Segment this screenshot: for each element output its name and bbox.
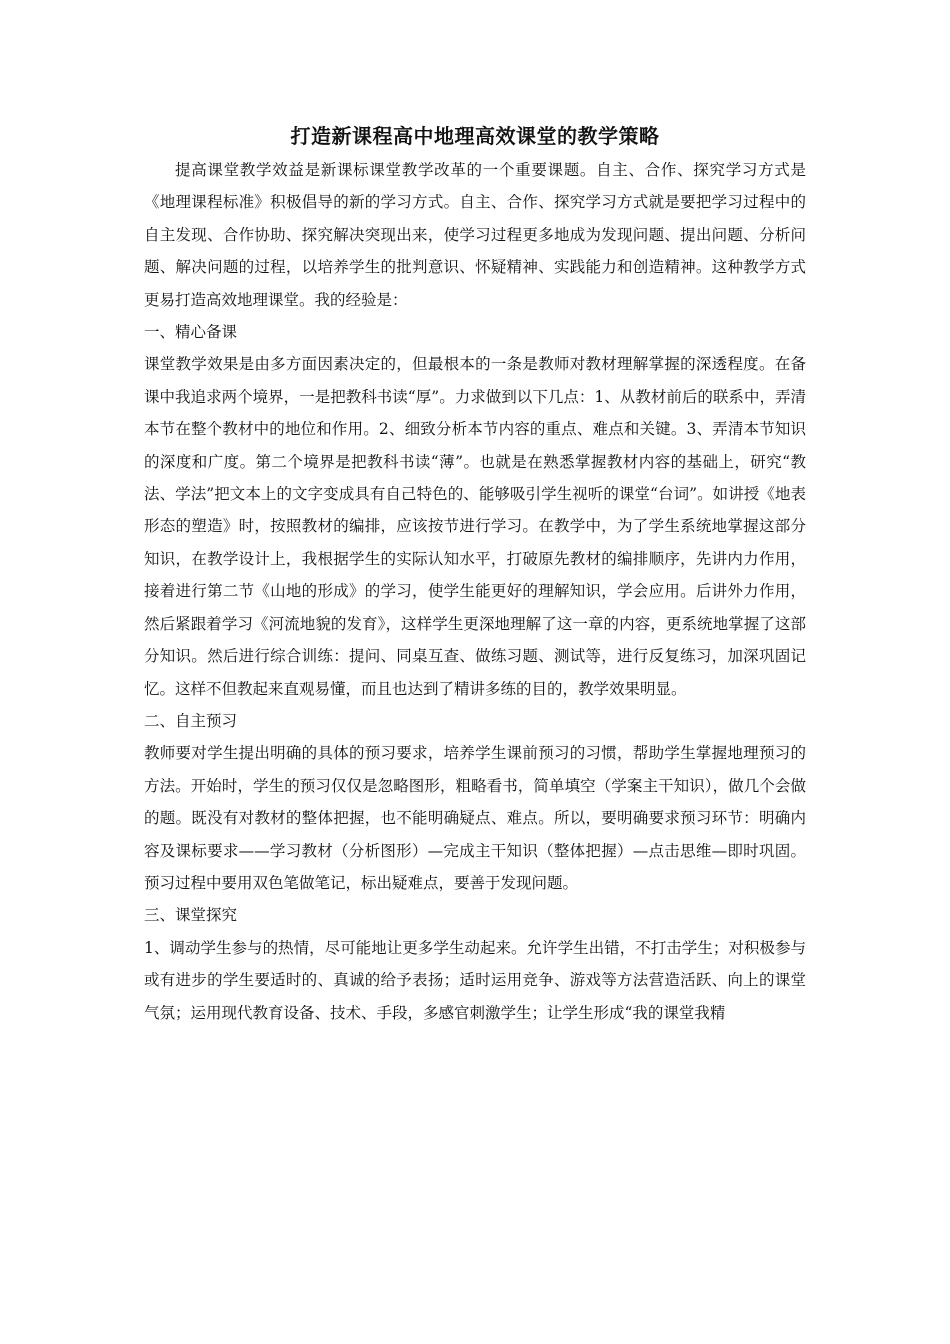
- intro-paragraph: 提高课堂教学效益是新课标课堂教学改革的一个重要课题。自主、合作、探究学习方式是《地理课程标准》积极倡导的新的学习方式。自主、合作、探究学习方式就是要把学习过程中的自主发现、合作协助、探究解决突现出来，使学习过程更多地成为发现问题、提出问题、分析问题、解决问题的过程，以培养学生的批判意识、怀疑精神、实践能力和创造精神。这种教学方式更易打造高效地理课堂。我的经验是：: [144, 161, 806, 309]
- document-body: [144, 122, 806, 1029]
- section-text-2: 教师要对学生提出明确的具体的预习要求，培养学生课前预习的习惯，帮助学生掌握地理预习的方法。开始时，学生的预习仅仅是忽略图形，粗略看书，简单填空（学案主干知识），做几个会做的题。既没有对教材的整体把握，也不能明确疑点、难点。所以，要明确要求预习环节：明确内容及课标要求——学习教材（分析图形）—完成主干知识（整体把握）—点击思维—即时巩固。预习过程中要用双色笔做笔记，标出疑难点，要善于发现问题。: [144, 744, 806, 892]
- section-heading-3: 三、课堂探究: [144, 906, 238, 925]
- section-text-1: 课堂教学效果是由多方面因素决定的，但最根本的一条是教师对教材理解掌握的深透程度。在备课中我追求两个境界，一是把教科书读“厚”。力求做到以下几点：1、从教材前后的联系中，弄清本节在整个教材中的地位和作用。2、细致分析本节内容的重点、难点和关键。3、弄清本节知识的深度和广度。第二个境界是把教科书读“薄”。也就是在熟悉掌握教材内容的基础上，研究“教法、学法”把文本上的文字变成具有自己特色的、能够吸引学生视听的课堂“台词”。如讲授《地表形态的塑造》时，按照教材的编排，应该按节进行学习。在教学中，为了学生系统地掌握这部分知识，在教学设计上，我根据学生的实际认知水平，打破原先教材的编排顺序，先讲内力作用，接着进行第二节《山地的形成》的学习，使学生能更好的理解知识，学会应用。后讲外力作用，然后紧跟着学习《河流地貌的发育》，这样学生更深地理解了这一章的内容，更系统地掌握了这部分知识。然后进行综合训练：提问、同桌互查、做练习题、测试等，进行反复练习，加深巩固记忆。这样不但教起来直观易懂，而且也达到了精讲多练的目的，教学效果明显。: [144, 355, 806, 698]
- document-title: 打造新课程高中地理高效课堂的教学策略: [290, 124, 660, 148]
- section-heading-2: 二、自主预习: [144, 711, 238, 730]
- section-text-3: 1、调动学生参与的热情，尽可能地让更多学生动起来。允许学生出错，不打击学生；对积极参与或有进步的学生要适时的、真诚的给予表扬；适时运用竞争、游戏等方法营造活跃、向上的课堂气氛；运用现代教育设备、技术、手段，多感官刺激学生；让学生形成“我的课堂我精: [144, 938, 806, 1022]
- section-heading-1: 一、精心备课: [144, 323, 238, 342]
